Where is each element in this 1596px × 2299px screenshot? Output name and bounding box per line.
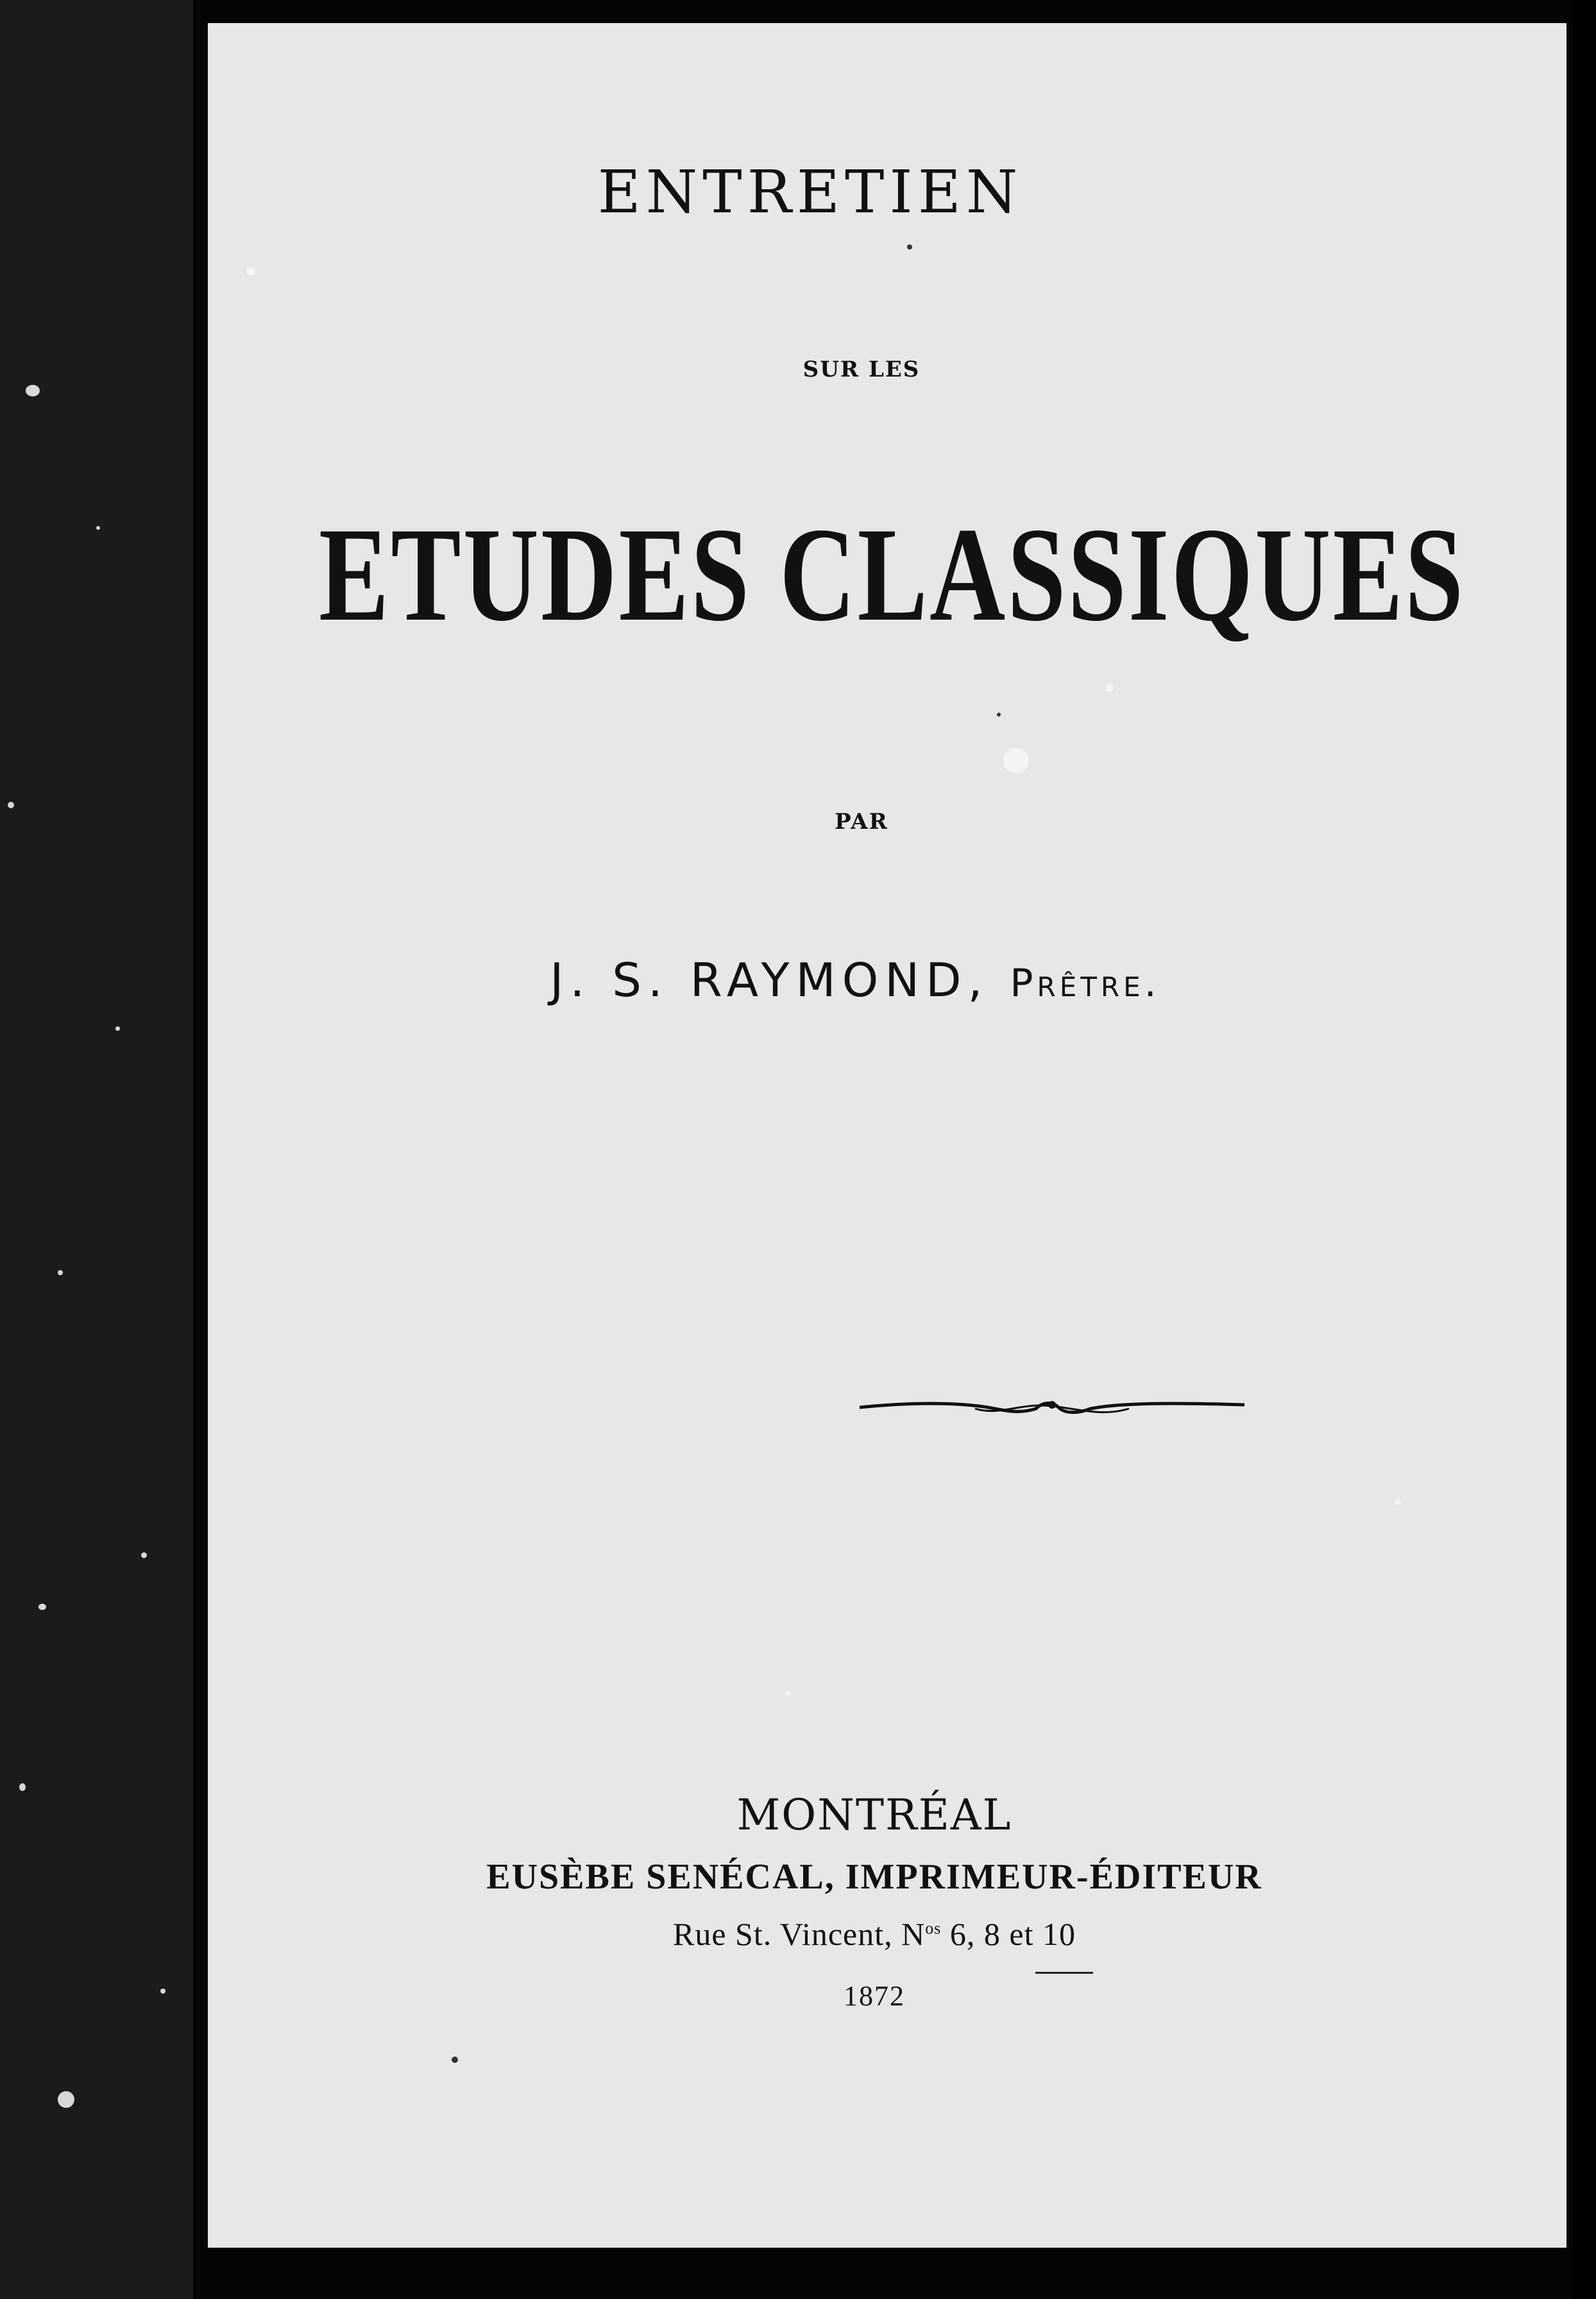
binding-speck [19, 1783, 26, 1791]
paper-speck [246, 267, 255, 276]
binding-speck [115, 1026, 120, 1031]
author-title: Prêtre. [1010, 961, 1160, 1006]
binding-speck [8, 802, 14, 808]
address-prefix: Rue St. Vincent, N [673, 1916, 926, 1952]
ink-speck [452, 2057, 458, 2063]
paper-speck [1395, 1498, 1401, 1505]
book-binding [0, 0, 196, 2299]
ink-speck [907, 244, 912, 250]
paper-speck [1003, 748, 1029, 774]
title-page [204, 23, 1566, 2248]
address-sup: os [925, 1919, 942, 1938]
heading: ENTRETIEN [597, 158, 1023, 226]
paper-speck [785, 1691, 791, 1697]
year-rule [1035, 1972, 1093, 1974]
decorative-rule-icon [860, 1383, 1244, 1428]
year: 1872 [844, 1980, 905, 2012]
address-suffix: 6, 8 et 10 [941, 1916, 1076, 1952]
binding-speck [58, 2091, 74, 2108]
author-line [176, 953, 1534, 1007]
binding-speck [96, 526, 100, 530]
address [195, 1915, 1554, 1953]
connector-text: SUR LES [802, 357, 921, 382]
city: MONTRÉAL [736, 1790, 1012, 1840]
main-title: ETUDES CLASSIQUES [318, 500, 1466, 649]
binding-speck [160, 1989, 166, 1994]
binding-speck [141, 1552, 147, 1558]
binding-speck [26, 385, 40, 396]
author-name: J. S. RAYMOND, [550, 953, 989, 1007]
publisher: EUSÈBE SENÉCAL, IMPRIMEUR-ÉDITEUR [486, 1857, 1262, 1897]
binding-speck [58, 1270, 63, 1275]
paper-speck [1106, 684, 1114, 691]
by-text: PAR [835, 809, 888, 835]
ink-speck [997, 713, 1001, 717]
binding-speck [38, 1604, 46, 1610]
page-right-edge [1573, 0, 1596, 2299]
